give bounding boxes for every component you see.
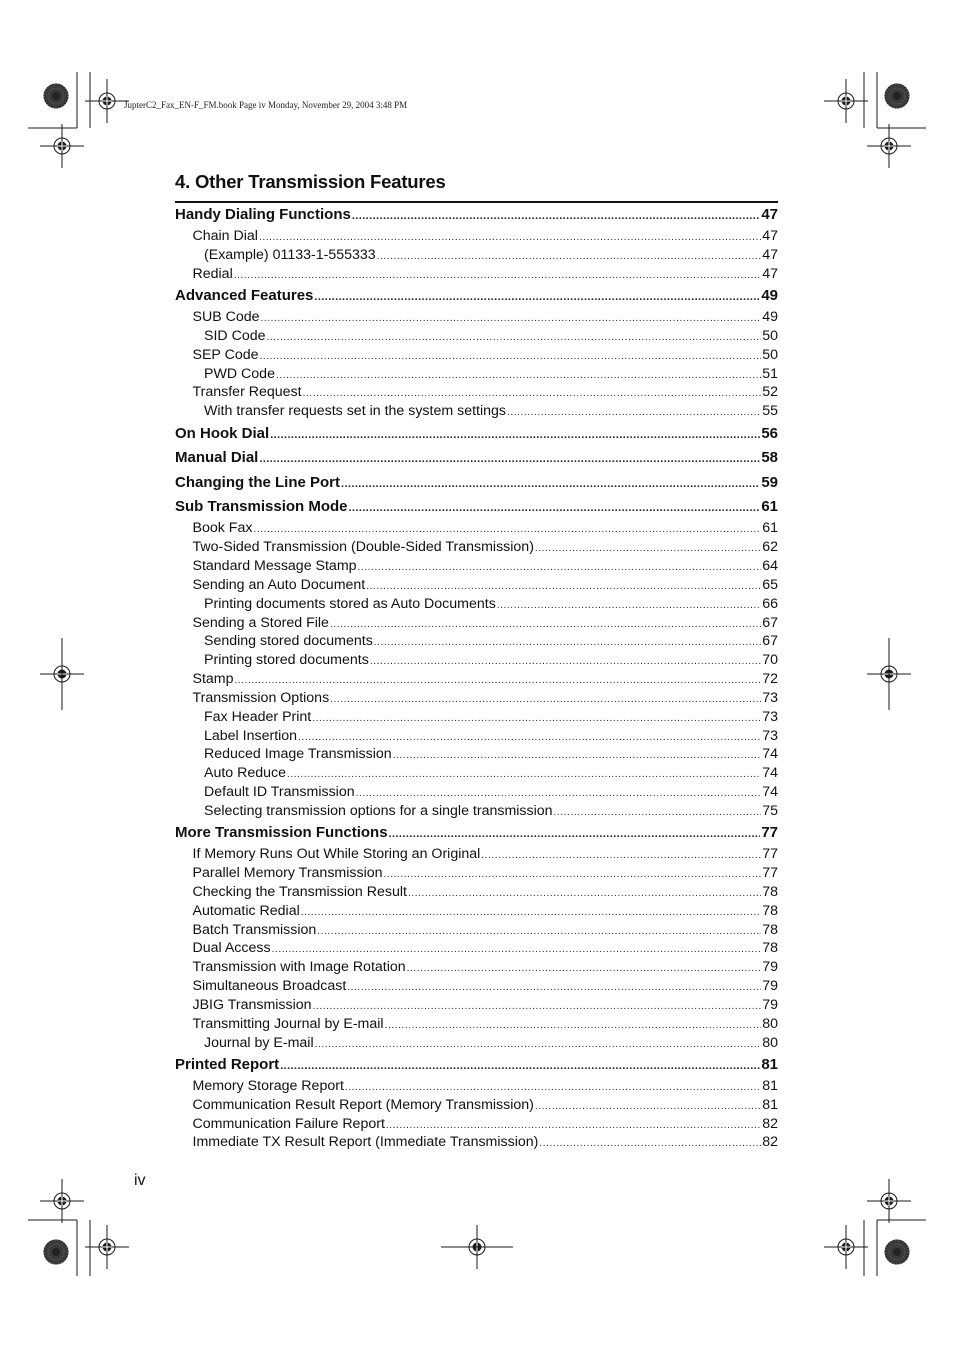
toc-entry[interactable]: [175, 247, 778, 266]
toc-entry-title: More Transmission Functions: [175, 824, 388, 842]
toc-entry[interactable]: [175, 539, 778, 558]
toc-entry[interactable]: [175, 959, 778, 978]
toc-entry[interactable]: [175, 1078, 778, 1097]
toc-entry-title: Dual Access: [192, 940, 271, 957]
dot-leader: [303, 388, 762, 399]
toc-entry[interactable]: [175, 558, 778, 577]
toc-entry-page: 51: [762, 365, 778, 382]
dot-leader: [272, 944, 762, 955]
toc-entry-title: Handy Dialing Functions: [175, 206, 351, 223]
page-number: iv: [134, 1172, 146, 1189]
toc-entry-page: 73: [762, 689, 778, 706]
toc-entry-page: 74: [762, 784, 778, 801]
toc-entry[interactable]: [175, 1097, 778, 1116]
toc-entry-title: Transmission Options: [192, 689, 330, 706]
toc-entry-page: 75: [762, 802, 778, 819]
toc-entry-page: 77: [762, 865, 778, 882]
toc-entry-title: Memory Storage Report: [192, 1077, 344, 1094]
toc-entry-title: PWD Code: [204, 365, 275, 382]
toc-entry-page: 52: [762, 384, 778, 401]
toc-entry[interactable]: [175, 633, 778, 652]
dot-leader: [356, 788, 762, 799]
toc-entry-page: 56: [761, 424, 778, 442]
toc-entry-title: Batch Transmission: [192, 921, 317, 938]
toc-entry[interactable]: [175, 803, 778, 822]
dot-leader: [377, 251, 762, 262]
toc-entry-page: 67: [762, 614, 778, 631]
dot-leader: [253, 524, 761, 535]
toc-entry[interactable]: [175, 997, 778, 1016]
toc-entry[interactable]: [175, 266, 778, 285]
toc-entry-page: 77: [761, 824, 778, 842]
toc-entry-title: Redial: [192, 265, 233, 282]
toc-entry-page: 62: [762, 539, 778, 556]
toc-entry-title: Printing documents stored as Auto Documents: [204, 595, 496, 612]
toc-entry[interactable]: [175, 671, 778, 690]
toc-entry-title: Checking the Transmission Result: [192, 883, 407, 900]
toc-entry[interactable]: [175, 978, 778, 997]
toc-entry-title: Transmission with Image Rotation: [192, 959, 406, 976]
toc-entry-page: 73: [762, 727, 778, 744]
toc-entry-page: 70: [762, 652, 778, 669]
dot-leader: [312, 713, 761, 724]
toc-entry-title: Automatic Redial: [192, 902, 300, 919]
toc-entry-title: SID Code: [204, 327, 266, 344]
toc-entry-title: (Example) 01133-1-555333: [204, 246, 376, 263]
dot-leader: [314, 291, 760, 303]
toc-entry-title: Default ID Transmission: [204, 784, 355, 801]
toc-entry-title: Transfer Request: [192, 384, 302, 401]
toc-entry-title: Sending an Auto Document: [192, 576, 366, 593]
toc-entry[interactable]: [175, 1116, 778, 1135]
dot-leader: [234, 270, 761, 281]
toc-entry-title: Journal by E-mail: [204, 1034, 314, 1051]
dot-leader: [352, 210, 760, 222]
toc-entry-page: 78: [762, 940, 778, 957]
dot-leader: [408, 888, 761, 899]
toc-entry-title: Manual Dial: [175, 449, 259, 467]
toc-entry[interactable]: [175, 1134, 778, 1153]
dot-leader: [287, 769, 761, 780]
table-of-contents: [175, 206, 778, 1153]
dot-leader: [345, 1082, 761, 1093]
toc-entry[interactable]: [175, 1035, 778, 1054]
toc-entry-title: Chain Dial: [192, 228, 258, 244]
dot-leader: [330, 694, 761, 705]
dot-leader: [370, 656, 761, 667]
toc-entry[interactable]: [175, 784, 778, 803]
toc-entry-page: 47: [762, 228, 778, 244]
toc-entry-page: 79: [762, 978, 778, 995]
toc-entry-title: Reduced Image Transmission: [204, 746, 392, 763]
toc-entry[interactable]: [175, 746, 778, 765]
toc-entry-title: Fax Header Print: [204, 708, 312, 725]
toc-entry-page: 82: [762, 1134, 778, 1151]
dot-leader: [330, 619, 761, 630]
toc-entry-title: Changing the Line Port: [175, 473, 340, 491]
dot-leader: [267, 332, 762, 343]
toc-entry[interactable]: [175, 309, 778, 328]
toc-entry-page: 64: [762, 558, 778, 575]
toc-entry-page: 47: [762, 265, 778, 282]
toc-entry-page: 61: [761, 498, 778, 516]
toc-entry[interactable]: [175, 366, 778, 385]
book-file-header: JupterC2_Fax_EN-F_FM.book Page iv Monday, November 29, 2004 3:48 PM: [124, 100, 408, 110]
toc-entry-title: If Memory Runs Out While Storing an Original: [192, 846, 481, 863]
toc-entry[interactable]: [175, 709, 778, 728]
dot-leader: [261, 313, 762, 324]
toc-entry-title: Stamp: [192, 671, 234, 688]
toc-entry-page: 74: [762, 746, 778, 763]
dot-leader: [358, 562, 762, 573]
toc-entry-page: 47: [762, 246, 778, 263]
toc-entry[interactable]: [175, 865, 778, 884]
dot-leader: [270, 429, 760, 441]
toc-entry-title: Selecting transmission options for a single transmission: [204, 802, 553, 819]
dot-leader: [315, 1039, 762, 1050]
toc-entry[interactable]: [175, 884, 778, 903]
toc-entry-title: Communication Result Report (Memory Transmission): [192, 1096, 534, 1113]
toc-entry[interactable]: [175, 846, 778, 865]
dot-leader: [347, 982, 761, 993]
toc-entry[interactable]: [175, 922, 778, 941]
toc-entry-title: With transfer requests set in the system settings: [204, 403, 506, 420]
dot-leader: [317, 926, 761, 937]
dot-leader: [349, 502, 761, 514]
toc-entry-page: 50: [762, 327, 778, 344]
toc-entry-title: Parallel Memory Transmission: [192, 865, 383, 882]
toc-entry-title: Label Insertion: [204, 727, 298, 744]
dot-leader: [313, 1001, 762, 1012]
toc-entry-title: SUB Code: [192, 309, 260, 326]
toc-entry-title: Auto Reduce: [204, 765, 287, 782]
toc-entry-title: Standard Message Stamp: [192, 558, 357, 575]
toc-entry-title: Communication Failure Report: [192, 1115, 385, 1132]
dot-leader: [481, 850, 761, 861]
toc-entry-title: Two-Sided Transmission (Double-Sided Transmission): [192, 539, 534, 556]
toc-entry-page: 72: [762, 671, 778, 688]
toc-entry-page: 49: [761, 287, 778, 305]
toc-entry-page: 78: [762, 902, 778, 919]
toc-entry[interactable]: [175, 596, 778, 615]
toc-entry-page: 59: [761, 473, 778, 491]
toc-entry[interactable]: [175, 425, 778, 447]
dot-leader: [276, 370, 761, 381]
toc-entry-page: 78: [762, 921, 778, 938]
toc-entry[interactable]: [175, 690, 778, 709]
toc-entry-page: 80: [762, 1034, 778, 1051]
toc-entry[interactable]: [175, 474, 778, 496]
dot-leader: [539, 1138, 761, 1149]
toc-entry-title: Printed Report: [175, 1055, 280, 1073]
dot-leader: [554, 807, 762, 818]
dot-leader: [235, 675, 762, 686]
toc-entry-title: Printing stored documents: [204, 652, 369, 669]
chapter-title: 4. Other Transmission Features: [175, 171, 446, 192]
toc-entry-title: JBIG Transmission: [192, 996, 312, 1013]
dot-leader: [301, 907, 761, 918]
dot-leader: [259, 232, 761, 243]
toc-entry-page: 55: [762, 403, 778, 420]
dot-leader: [259, 453, 760, 465]
dot-leader: [393, 750, 762, 761]
toc-entry-page: 79: [762, 996, 778, 1013]
toc-entry-title: Sending a Stored File: [192, 614, 329, 631]
toc-entry-page: 61: [762, 520, 778, 537]
toc-entry-title: Immediate TX Result Report (Immediate Transmission): [192, 1134, 539, 1151]
toc-entry-page: 66: [762, 595, 778, 612]
dot-leader: [535, 543, 761, 554]
dot-leader: [260, 351, 762, 362]
toc-entry-title: Sub Transmission Mode: [175, 498, 348, 516]
toc-entry-page: 50: [762, 346, 778, 363]
toc-entry-page: 81: [762, 1096, 778, 1113]
toc-entry[interactable]: [175, 652, 778, 671]
toc-entry[interactable]: [175, 228, 778, 247]
toc-entry[interactable]: [175, 449, 778, 471]
toc-entry[interactable]: [175, 347, 778, 366]
toc-entry[interactable]: [175, 1056, 778, 1078]
toc-entry[interactable]: [175, 206, 778, 228]
dot-leader: [389, 828, 761, 840]
toc-entry-title: Sending stored documents: [204, 633, 373, 650]
toc-entry-page: 82: [762, 1115, 778, 1132]
toc-entry[interactable]: [175, 765, 778, 784]
toc-entry-title: Book Fax: [192, 520, 253, 537]
toc-entry-page: 49: [762, 309, 778, 326]
toc-entry-page: 58: [761, 449, 778, 467]
dot-leader: [497, 600, 761, 611]
toc-entry[interactable]: [175, 384, 778, 403]
toc-entry[interactable]: [175, 328, 778, 347]
toc-entry[interactable]: [175, 940, 778, 959]
toc-entry[interactable]: [175, 903, 778, 922]
chapter-rule: [175, 201, 778, 203]
toc-entry-title: On Hook Dial: [175, 424, 270, 442]
dot-leader: [535, 1101, 761, 1112]
toc-entry-page: 81: [762, 1077, 778, 1094]
toc-entry[interactable]: [175, 498, 778, 520]
dot-leader: [385, 1020, 762, 1031]
toc-entry-page: 77: [762, 846, 778, 863]
dot-leader: [386, 1120, 761, 1131]
dot-leader: [280, 1060, 760, 1072]
toc-entry-page: 78: [762, 883, 778, 900]
toc-entry[interactable]: [175, 403, 778, 422]
dot-leader: [341, 478, 760, 490]
toc-entry[interactable]: [175, 520, 778, 539]
toc-entry[interactable]: [175, 1016, 778, 1035]
toc-entry-page: 65: [762, 576, 778, 593]
toc-entry-page: 73: [762, 708, 778, 725]
toc-entry-page: 79: [762, 959, 778, 976]
dot-leader: [384, 869, 762, 880]
dot-leader: [298, 732, 761, 743]
toc-entry-page: 47: [761, 206, 778, 223]
toc-entry-title: SEP Code: [192, 346, 259, 363]
toc-entry-title: Simultaneous Broadcast: [192, 978, 347, 995]
toc-entry[interactable]: [175, 824, 778, 846]
toc-entry-page: 80: [762, 1015, 778, 1032]
toc-entry-page: 81: [761, 1055, 778, 1073]
toc-entry[interactable]: [175, 577, 778, 596]
toc-entry-title: Transmitting Journal by E-mail: [192, 1015, 384, 1032]
toc-entry[interactable]: [175, 615, 778, 634]
toc-entry[interactable]: [175, 287, 778, 309]
dot-leader: [374, 637, 761, 648]
toc-entry-page: 67: [762, 633, 778, 650]
toc-entry-title: Advanced Features: [175, 287, 314, 305]
dot-leader: [366, 581, 761, 592]
dot-leader: [507, 407, 761, 418]
toc-entry[interactable]: [175, 728, 778, 747]
dot-leader: [407, 963, 762, 974]
toc-entry-page: 74: [762, 765, 778, 782]
